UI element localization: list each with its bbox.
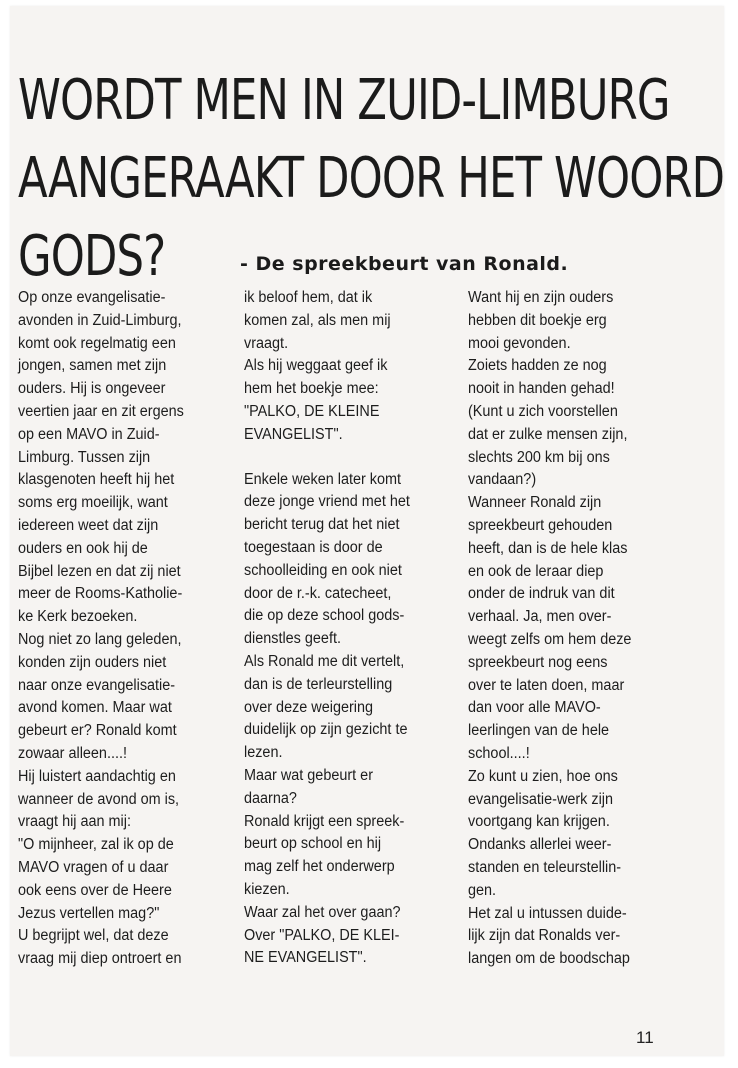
text-line: MAVO vragen of u daar xyxy=(18,858,169,876)
text-line: Limburg. Tussen zijn xyxy=(18,448,151,466)
text-line: klasgenoten heeft hij het xyxy=(18,471,175,489)
text-line: zowaar alleen....! xyxy=(18,744,127,762)
text-line: Zo kunt u zien, hoe ons xyxy=(468,767,618,785)
text-column-1 xyxy=(18,287,223,971)
text-line: Jezus vertellen mag?" xyxy=(18,904,160,922)
text-line: komen zal, als men mij xyxy=(244,311,391,329)
text-line: verhaal. Ja, men over- xyxy=(468,608,612,626)
text-line: jongen, samen met zijn xyxy=(18,357,167,375)
text-line: naar onze evangelisatie- xyxy=(18,676,176,694)
page-number: 11 xyxy=(636,1028,654,1047)
text-line: ook eens over de Heere xyxy=(18,881,172,899)
title-line-2: AANGERAAKT DOOR HET WOORD xyxy=(18,146,725,211)
text-line: deze jonge vriend met het xyxy=(244,493,410,511)
text-line: dat er zulke mensen zijn, xyxy=(468,425,628,443)
text-line: spreekbeurt gehouden xyxy=(468,516,613,534)
text-line: meer de Rooms-Katholie- xyxy=(18,585,183,603)
text-line: Nog niet zo lang geleden, xyxy=(18,630,182,648)
text-line: lezen. xyxy=(244,744,283,762)
text-line: mag zelf het onderwerp xyxy=(244,858,395,876)
text-line: ik beloof hem, dat ik xyxy=(244,289,373,306)
text-line: soms erg moeilijk, want xyxy=(18,494,168,512)
text-line: avond komen. Maar wat xyxy=(18,699,172,717)
text-line: voortgang kan krijgen. xyxy=(468,813,610,831)
text-line: en ook de leraar diep xyxy=(468,562,604,580)
text-line: U begrijpt wel, dat deze xyxy=(18,927,169,945)
text-line: evangelisatie-werk zijn xyxy=(468,790,614,808)
text-line: vraagt. xyxy=(244,334,289,352)
text-line: Enkele weken later komt xyxy=(244,470,402,488)
text-line: kiezen. xyxy=(244,880,290,898)
text-line: Zoiets hadden ze nog xyxy=(468,357,607,375)
text-line: vraagt hij aan mij: xyxy=(18,813,131,831)
text-line: dan voor alle MAVO- xyxy=(468,699,601,717)
text-line: duidelijk op zijn gezicht te xyxy=(244,721,408,739)
text-line: Ronald krijgt een spreek- xyxy=(244,812,405,830)
text-line xyxy=(244,447,449,469)
text-line: "O mijnheer, zal ik op de xyxy=(18,836,174,854)
text-line: ouders en ook hij de xyxy=(18,539,148,557)
text-line: Bijbel lezen en dat zij niet xyxy=(18,562,181,580)
text-line: die op deze school gods- xyxy=(244,607,405,625)
text-line: onder de indruk van dit xyxy=(468,585,615,603)
text-line: dan is de terleurstelling xyxy=(244,675,393,693)
text-line: Wanneer Ronald zijn xyxy=(468,494,602,512)
text-line: hem het boekje mee: xyxy=(244,380,379,398)
text-line: konden zijn ouders niet xyxy=(18,653,167,671)
text-line: door de r.-k. catecheet, xyxy=(244,584,392,602)
text-line: ke Kerk bezoeken. xyxy=(18,608,138,626)
text-line: school....! xyxy=(468,744,530,762)
text-line: gebeurt er? Ronald komt xyxy=(18,722,177,740)
text-line: vandaan?) xyxy=(468,471,537,489)
text-line: op een MAVO in Zuid- xyxy=(18,425,160,443)
text-line: "PALKO, DE KLEINE xyxy=(244,402,380,420)
text-line: mooi gevonden. xyxy=(468,334,571,352)
text-line: schoolleiding en ook niet xyxy=(244,561,402,579)
text-line: ouders. Hij is ongeveer xyxy=(18,380,166,398)
text-line: standen en teleurstellin- xyxy=(468,858,622,876)
text-line: Als hij weggaat geef ik xyxy=(244,357,388,375)
text-line: over deze weigering xyxy=(244,698,374,716)
text-column-3 xyxy=(468,287,673,971)
text-line: langen om de boodschap xyxy=(468,950,630,968)
title-line-3: GODS? xyxy=(18,224,166,289)
text-line: dienstles geeft. xyxy=(244,630,341,648)
text-line: veertien jaar en zit ergens xyxy=(18,402,184,420)
text-line: leerlingen van de hele xyxy=(468,722,610,740)
text-line: iedereen weet dat zijn xyxy=(18,516,159,534)
text-line: lijk zijn dat Ronalds ver- xyxy=(468,927,621,945)
text-line: bericht terug dat het niet xyxy=(244,516,400,534)
text-line: NE EVANGELIST". xyxy=(244,949,367,967)
text-line: Waar zal het over gaan? xyxy=(244,903,401,921)
text-line: Als Ronald me dit vertelt, xyxy=(244,652,405,670)
text-line: Want hij en zijn ouders xyxy=(468,289,614,306)
text-column-2 xyxy=(244,287,449,970)
text-line: Ondanks allerlei weer- xyxy=(468,836,612,854)
text-line: EVANGELIST". xyxy=(244,425,343,443)
text-line: spreekbeurt nog eens xyxy=(468,653,608,671)
text-line: vraag mij diep ontroert en xyxy=(18,950,182,968)
text-line: (Kunt u zich voorstellen xyxy=(468,402,618,420)
text-line: komt ook regelmatig een xyxy=(18,334,176,352)
text-line: toegestaan is door de xyxy=(244,538,383,556)
text-line: avonden in Zuid-Limburg, xyxy=(18,311,182,329)
text-line: Hij luistert aandachtig en xyxy=(18,767,176,785)
text-line: Maar wat gebeurt er xyxy=(244,766,374,784)
text-line: wanneer de avond om is, xyxy=(18,790,180,808)
text-line: Het zal u intussen duide- xyxy=(468,904,627,922)
title-line-1: WORDT MEN IN ZUID-LIMBURG xyxy=(18,68,670,133)
article-subtitle: - De spreekbeurt van Ronald. xyxy=(240,253,569,275)
text-line: Op onze evangelisatie- xyxy=(18,289,166,306)
text-line: heeft, dan is de hele klas xyxy=(468,539,628,557)
text-line: over te laten doen, maar xyxy=(468,676,625,694)
text-line: weegt zelfs om hem deze xyxy=(468,630,632,648)
text-line: daarna? xyxy=(244,789,297,807)
text-line: hebben dit boekje erg xyxy=(468,311,607,329)
text-line: Over "PALKO, DE KLEI- xyxy=(244,926,400,944)
text-line: slechts 200 km bij ons xyxy=(468,448,610,466)
text-line: beurt op school en hij xyxy=(244,835,382,853)
text-line: gen. xyxy=(468,881,497,899)
text-line: nooit in handen gehad! xyxy=(468,380,615,398)
